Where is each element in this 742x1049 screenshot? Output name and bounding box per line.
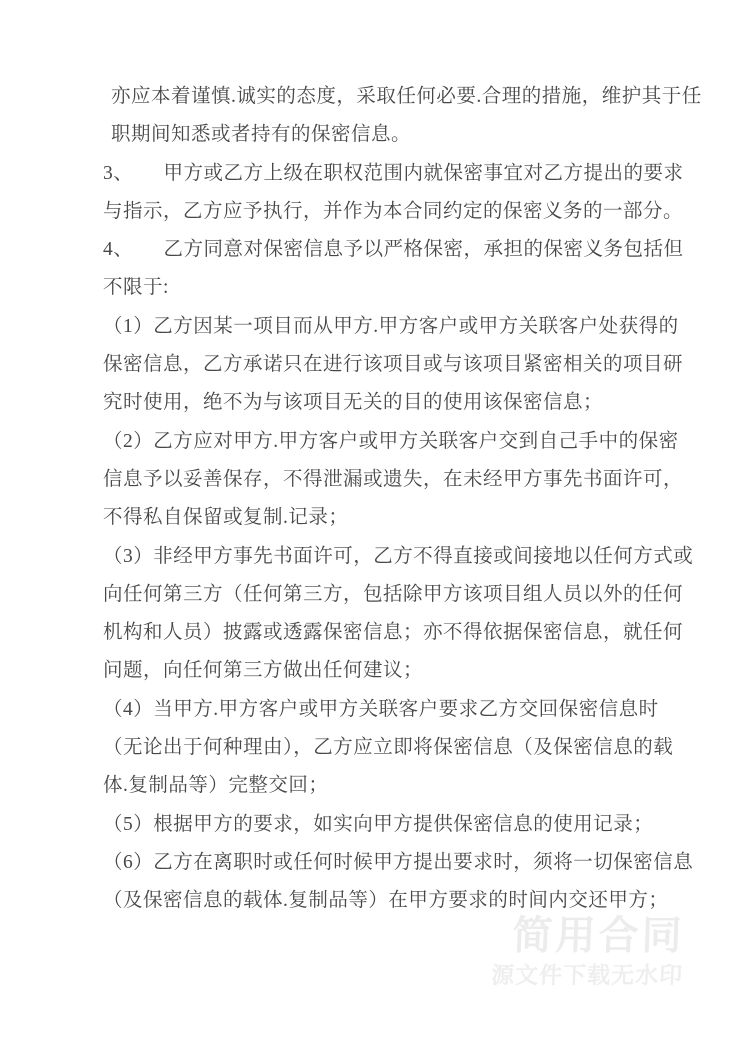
text-line: （无论出于何种理由），乙方应立即将保密信息（及保密信息的载 <box>103 737 674 759</box>
text-line: （4）当甲方.甲方客户或甲方关联客户要求乙方交回保密信息时 <box>103 698 659 720</box>
text-line: 不限于: <box>103 277 169 299</box>
text-line: 4、 乙方同意对保密信息予以严格保密，承担的保密义务包括但 <box>103 239 684 261</box>
text-line: 亦应本着谨慎.诚实的态度，采取任何必要.合理的措施，维护其于任 <box>111 86 702 107</box>
watermark <box>491 914 686 988</box>
text-line: 与指示，乙方应予执行，并作为本合同约定的保密义务的一部分。 <box>103 200 684 222</box>
text-line: 保密信息，乙方承诺只在进行该项目或与该项目紧密相关的项目研 <box>103 354 684 376</box>
text-line: 向任何第三方（任何第三方，包括除甲方该项目组人员以外的任何 <box>103 583 684 605</box>
text-line: 体.复制品等）完整交回； <box>103 775 329 797</box>
text-line: （及保密信息的载体.复制品等）在甲方要求的时间内交还甲方； <box>103 890 669 912</box>
text-line: 不得私自保留或复制.记录； <box>103 507 349 529</box>
text-line: 究时使用，绝不为与该项目无关的目的使用该保密信息； <box>103 392 604 414</box>
text-line: 问题，向任何第三方做出任何建议； <box>103 660 424 682</box>
text-line: 3、 甲方或乙方上级在职权范围内就保密事宜对乙方提出的要求 <box>103 162 684 184</box>
watermark-subtitle-text: 源文件下载无水印 <box>490 962 684 988</box>
text-line: （2）乙方应对甲方.甲方客户或甲方关联客户交到自己手中的保密 <box>103 430 679 452</box>
text-line: （3）非经甲方事先书面许可，乙方不得直接或间接地以任何方式或 <box>103 545 694 567</box>
text-line: 职期间知悉或者持有的保密信息。 <box>111 124 412 146</box>
text-line: （5）根据甲方的要求，如实向甲方提供保密信息的使用记录； <box>103 813 654 835</box>
text-line: （6）乙方在离职时或任何时候甲方提出要求时，须将一切保密信息 <box>103 851 694 873</box>
text-line: 机构和人员）披露或透露保密信息；亦不得依据保密信息，就任何 <box>103 622 684 644</box>
watermark-logo-text: 简用合同 <box>511 914 686 958</box>
text-line: 信息予以妥善保存，不得泄漏或遗失，在未经甲方事先书面许可， <box>103 468 684 490</box>
contract-body-text <box>103 78 702 921</box>
text-line: （1）乙方因某一项目而从甲方.甲方客户或甲方关联客户处获得的 <box>103 315 679 337</box>
